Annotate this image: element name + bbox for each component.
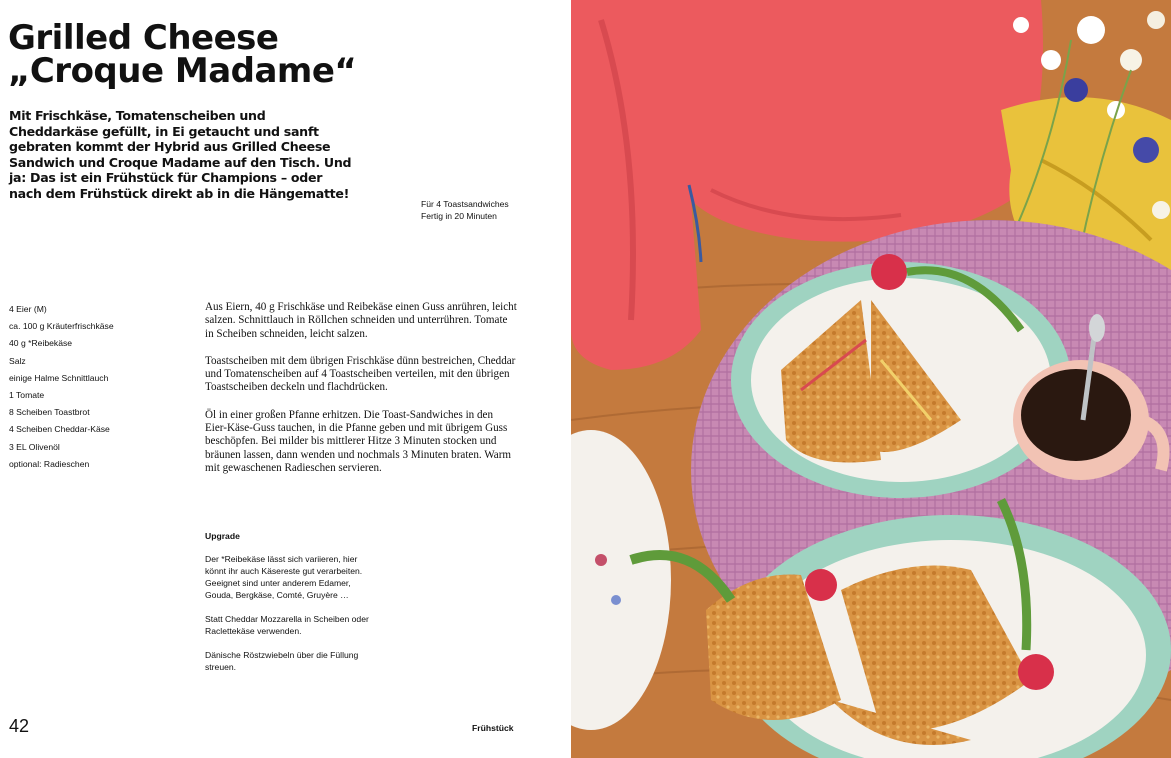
recipe-intro: Mit Frischkäse, Tomatenscheiben und Cheddarkäse gefüllt, in Ei getaucht und sanft gebraten kommt der Hybrid aus Grilled Cheese Sandwich und Croque Madame auf den Tisch. Und ja: Das ist ein Frühstück für Champions – oder nach dem Frühstück direkt ab in die Hängematte! [9,108,352,201]
upgrade-box [205,530,380,685]
recipe-title-line-2: „Croque Madame“ [8,51,357,91]
upgrade-tip: Dänische Röstzwiebeln über die Füllung streuen. [205,650,359,672]
section-label: Frühstück [472,723,514,733]
ingredient-item: 4 Eier (M) [9,304,47,314]
prep-time: Fertig in 20 Minuten [421,211,497,221]
ingredient-item: einige Halme Schnittlauch [9,372,109,383]
ingredient-item: 4 Scheiben Cheddar-Käse [9,424,110,435]
ingredient-item: 40 g *Reibekäse [9,338,73,349]
ingredient-item: 3 EL Olivenöl [9,441,60,452]
upgrade-tip: Statt Cheddar Mozzarella in Scheiben oder Raclettekäse verwenden. [205,614,369,636]
preparation-steps [205,301,517,489]
step-paragraph: Aus Eiern, 40 g Frischkäse und Reibekäse einen Guss anrühren, leicht salzen. Schnittlauch in Röllchen schneiden und unterrühren. Tomate in Scheiben schneiden, leicht salzen. [205,301,517,340]
upgrade-title: Upgrade [205,531,240,541]
radish [871,254,907,290]
step-paragraph: Toastscheiben mit dem übrigen Frischkäse dünn bestreichen, Cheddar und Tomatenscheiben auf 4 Toastscheiben verteilen, mit den übrigen Toastscheiben deckeln und flachdrücken. [205,354,516,394]
ingredient-list [9,302,114,474]
recipe-meta [421,198,509,222]
recipe-title [8,18,357,91]
recipe-page [0,0,571,758]
coffee [1021,369,1131,461]
ingredient-item: 1 Tomate [9,389,45,400]
ingredient-item: Salz [9,355,26,366]
food-photo [571,0,1171,758]
ingredient-item: 8 Scheiben Toastbrot [9,407,90,418]
ingredient-item: ca. 100 g Kräuterfrischkäse [9,321,114,332]
upgrade-tip: Der *Reibekäse lässt sich variieren, hier könnt ihr auch Käsereste gut verarbeiten. Geeignet sind unter anderem Edamer, Gouda, Bergkäse, Comté, Gruyère … [205,554,363,600]
page-number: 42 [9,716,30,736]
step-paragraph: Öl in einer großen Pfanne erhitzen. Die Toast-Sandwiches in den Eier-Käse-Guss tauchen, in die Pfanne geben und mit übrigem Guss beschöpfen. Bei milder bis mittlerer Hitze 3 Minuten stocken und bräunen lassen, dann wenden und nochmals 3 Minuten braten. Warm mit gewaschenen Radieschen servieren. [205,408,512,474]
recipe-title-line-1: Grilled Cheese [8,18,279,58]
ingredient-item: optional: Radieschen [9,458,90,469]
servings: Für 4 Toastsandwiches [421,199,509,209]
